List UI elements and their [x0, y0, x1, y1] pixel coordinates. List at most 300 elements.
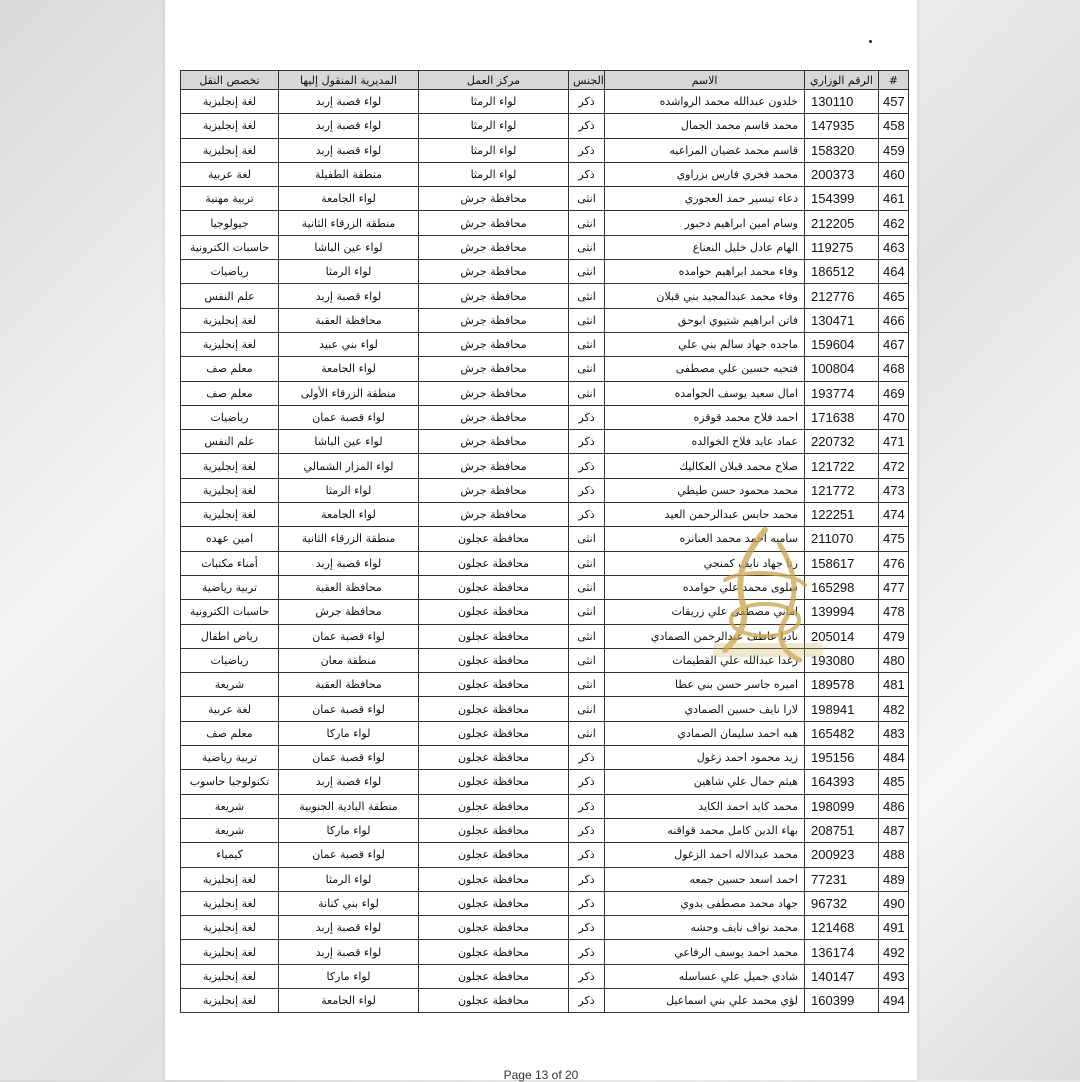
cell-index: 467 — [879, 332, 909, 356]
cell-index: 491 — [879, 916, 909, 940]
cell-directorate: محافظة العقبة — [279, 308, 419, 332]
cell-directorate: لواء المزار الشمالي — [279, 454, 419, 478]
cell-directorate: منطقة البادية الجنوبية — [279, 794, 419, 818]
cell-ministerial-id: 165482 — [805, 721, 879, 745]
cell-gender: ذكر — [569, 770, 605, 794]
cell-ministerial-id: 193080 — [805, 648, 879, 672]
cell-spec: معلم صف — [181, 721, 279, 745]
table-row — [181, 624, 909, 648]
cell-gender: انثى — [569, 527, 605, 551]
cell-work-center: محافظة عجلون — [419, 673, 569, 697]
cell-directorate: لواء الجامعة — [279, 988, 419, 1012]
cell-work-center: لواء الرمثا — [419, 90, 569, 114]
cell-spec: لغة إنجليزية — [181, 454, 279, 478]
cell-spec: علم النفس — [181, 430, 279, 454]
cell-directorate: لواء ماركا — [279, 964, 419, 988]
cell-directorate: لواء قصبة إربد — [279, 940, 419, 964]
cell-work-center: محافظة عجلون — [419, 746, 569, 770]
table-row — [181, 843, 909, 867]
cell-name: فتحيه حسين علي مصطفى — [605, 357, 805, 381]
cell-index: 462 — [879, 211, 909, 235]
cell-directorate: لواء الرمثا — [279, 478, 419, 502]
table-row — [181, 673, 909, 697]
cell-directorate: لواء الرمثا — [279, 260, 419, 284]
cell-ministerial-id: 140147 — [805, 964, 879, 988]
cell-directorate: لواء قصبة عمان — [279, 624, 419, 648]
cell-ministerial-id: 211070 — [805, 527, 879, 551]
table-row — [181, 988, 909, 1012]
cell-name: دعاء تيسير حمد العجوري — [605, 187, 805, 211]
cell-gender: انثى — [569, 357, 605, 381]
cell-work-center: محافظة عجلون — [419, 697, 569, 721]
table-row — [181, 381, 909, 405]
table-row — [181, 162, 909, 186]
cell-directorate: منطقة الزرقاء الأولى — [279, 381, 419, 405]
table-row — [181, 818, 909, 842]
cell-index: 482 — [879, 697, 909, 721]
cell-index: 483 — [879, 721, 909, 745]
cell-work-center: محافظة جرش — [419, 381, 569, 405]
cell-spec: رياضيات — [181, 405, 279, 429]
cell-directorate: لواء قصبة إربد — [279, 138, 419, 162]
cell-spec: لغة إنجليزية — [181, 332, 279, 356]
cell-directorate: منطقة الطفيلة — [279, 162, 419, 186]
cell-gender: ذكر — [569, 114, 605, 138]
cell-work-center: لواء الرمثا — [419, 162, 569, 186]
cell-ministerial-id: 77231 — [805, 867, 879, 891]
cell-gender: ذكر — [569, 162, 605, 186]
cell-ministerial-id: 130471 — [805, 308, 879, 332]
cell-ministerial-id: 130110 — [805, 90, 879, 114]
cell-index: 465 — [879, 284, 909, 308]
cell-gender: ذكر — [569, 138, 605, 162]
cell-work-center: محافظة عجلون — [419, 794, 569, 818]
cell-name: زيد محمود احمد زغول — [605, 746, 805, 770]
cell-name: اماني مصطفى علي زريقات — [605, 600, 805, 624]
cell-index: 493 — [879, 964, 909, 988]
cell-ministerial-id: 198941 — [805, 697, 879, 721]
cell-work-center: محافظة جرش — [419, 235, 569, 259]
cell-index: 494 — [879, 988, 909, 1012]
cell-gender: ذكر — [569, 430, 605, 454]
cell-work-center: محافظة عجلون — [419, 770, 569, 794]
cell-gender: انثى — [569, 673, 605, 697]
cell-spec: لغة إنجليزية — [181, 940, 279, 964]
table-row — [181, 114, 909, 138]
cell-spec: معلم صف — [181, 381, 279, 405]
table-row — [181, 794, 909, 818]
page-footer: Page 13 of 20 — [503, 1068, 579, 1082]
cell-name: محمد قاسم محمد الجمال — [605, 114, 805, 138]
cell-work-center: محافظة جرش — [419, 260, 569, 284]
table-row — [181, 867, 909, 891]
table-row — [181, 260, 909, 284]
cell-gender: ذكر — [569, 478, 605, 502]
table-row — [181, 551, 909, 575]
cell-work-center: محافظة عجلون — [419, 940, 569, 964]
cell-index: 463 — [879, 235, 909, 259]
cell-name: وفاء محمد عبدالمجيد بني قبلان — [605, 284, 805, 308]
cell-directorate: لواء الجامعة — [279, 357, 419, 381]
cell-index: 484 — [879, 746, 909, 770]
cell-spec: لغة إنجليزية — [181, 138, 279, 162]
table-row — [181, 575, 909, 599]
cell-work-center: محافظة جرش — [419, 503, 569, 527]
cell-index: 466 — [879, 308, 909, 332]
cell-work-center: محافظة عجلون — [419, 624, 569, 648]
cell-ministerial-id: 189578 — [805, 673, 879, 697]
cell-ministerial-id: 96732 — [805, 891, 879, 915]
table-row — [181, 357, 909, 381]
header-ministerial-id: الرقم الوزاري — [805, 71, 879, 90]
cell-spec: شريعة — [181, 794, 279, 818]
cell-spec: لغة إنجليزية — [181, 503, 279, 527]
cell-ministerial-id: 121468 — [805, 916, 879, 940]
cell-gender: انثى — [569, 697, 605, 721]
cell-gender: ذكر — [569, 891, 605, 915]
cell-gender: انثى — [569, 308, 605, 332]
cell-gender: انثى — [569, 721, 605, 745]
table-row — [181, 284, 909, 308]
cell-spec: شريعة — [181, 818, 279, 842]
cell-gender: ذكر — [569, 454, 605, 478]
cell-index: 459 — [879, 138, 909, 162]
cell-directorate: لواء قصبة إربد — [279, 551, 419, 575]
cell-name: محمد حابس عبدالرحمن العيد — [605, 503, 805, 527]
cell-name: لؤي محمد علي بني اسماعيل — [605, 988, 805, 1012]
cell-spec: حاسبات الكترونية — [181, 235, 279, 259]
cell-work-center: محافظة جرش — [419, 454, 569, 478]
header-index: # — [879, 71, 909, 90]
cell-work-center: محافظة عجلون — [419, 891, 569, 915]
cell-spec: لغة عربية — [181, 697, 279, 721]
cell-name: شادي جميل علي عساسله — [605, 964, 805, 988]
cell-index: 457 — [879, 90, 909, 114]
cell-spec: تكنولوجيا حاسوب — [181, 770, 279, 794]
cell-name: عماد عايد فلاح الخوالده — [605, 430, 805, 454]
table-row — [181, 697, 909, 721]
cell-name: محمد نواف نايف وحشه — [605, 916, 805, 940]
cell-ministerial-id: 212205 — [805, 211, 879, 235]
cell-index: 485 — [879, 770, 909, 794]
cell-work-center: محافظة عجلون — [419, 988, 569, 1012]
cell-directorate: منطقة الزرقاء الثانية — [279, 527, 419, 551]
header-name: الاسم — [605, 71, 805, 90]
cell-work-center: لواء الرمثا — [419, 114, 569, 138]
cell-spec: تربية رياضية — [181, 746, 279, 770]
cell-ministerial-id: 164393 — [805, 770, 879, 794]
cell-ministerial-id: 160399 — [805, 988, 879, 1012]
cell-ministerial-id: 154399 — [805, 187, 879, 211]
table-row — [181, 600, 909, 624]
table-row — [181, 527, 909, 551]
cell-index: 477 — [879, 575, 909, 599]
cell-spec: رياضيات — [181, 648, 279, 672]
cell-index: 472 — [879, 454, 909, 478]
cell-directorate: لواء بني عبيد — [279, 332, 419, 356]
cell-index: 479 — [879, 624, 909, 648]
cell-work-center: محافظة عجلون — [419, 527, 569, 551]
cell-ministerial-id: 200923 — [805, 843, 879, 867]
cell-index: 475 — [879, 527, 909, 551]
cell-spec: علم النفس — [181, 284, 279, 308]
cell-name: فاتن ابراهيم شتيوي ابوحق — [605, 308, 805, 332]
cell-gender: ذكر — [569, 90, 605, 114]
cell-spec: جيولوجيا — [181, 211, 279, 235]
table-row — [181, 648, 909, 672]
cell-index: 468 — [879, 357, 909, 381]
cell-gender: انثى — [569, 187, 605, 211]
table-row — [181, 916, 909, 940]
cell-ministerial-id: 186512 — [805, 260, 879, 284]
cell-gender: انثى — [569, 260, 605, 284]
cell-work-center: محافظة عجلون — [419, 818, 569, 842]
cell-name: قاسم محمد غضيان المراعيه — [605, 138, 805, 162]
cell-index: 469 — [879, 381, 909, 405]
cell-index: 488 — [879, 843, 909, 867]
table-row — [181, 430, 909, 454]
cell-work-center: محافظة جرش — [419, 187, 569, 211]
cell-name: محمد محمود حسن طيطي — [605, 478, 805, 502]
cell-gender: ذكر — [569, 818, 605, 842]
cell-directorate: محافظة جرش — [279, 600, 419, 624]
cell-name: ماجده جهاد سالم بني علي — [605, 332, 805, 356]
cell-spec: كيمياء — [181, 843, 279, 867]
cell-directorate: محافظة العقبة — [279, 673, 419, 697]
cell-name: رغدا عبدالله علي القطيمات — [605, 648, 805, 672]
cell-ministerial-id: 158320 — [805, 138, 879, 162]
cell-work-center: محافظة عجلون — [419, 721, 569, 745]
cell-gender: انثى — [569, 235, 605, 259]
cell-index: 481 — [879, 673, 909, 697]
header-gender: الجنس — [569, 71, 605, 90]
table-row — [181, 503, 909, 527]
cell-directorate: محافظة العقبة — [279, 575, 419, 599]
cell-spec: شريعة — [181, 673, 279, 697]
cell-spec: لغة إنجليزية — [181, 867, 279, 891]
document-page — [165, 0, 917, 1080]
cell-directorate: لواء قصبة عمان — [279, 697, 419, 721]
cell-directorate: لواء قصبة إربد — [279, 90, 419, 114]
cell-work-center: محافظة جرش — [419, 284, 569, 308]
table-header-row — [181, 71, 909, 90]
cell-name: ساميه احمد محمد العنانزه — [605, 527, 805, 551]
cell-gender: انثى — [569, 575, 605, 599]
cell-directorate: لواء قصبة إربد — [279, 770, 419, 794]
cell-name: صلاح محمد قبلان العكاليك — [605, 454, 805, 478]
cell-index: 470 — [879, 405, 909, 429]
cell-index: 490 — [879, 891, 909, 915]
cell-spec: لغة إنجليزية — [181, 891, 279, 915]
cell-index: 487 — [879, 818, 909, 842]
cell-work-center: محافظة عجلون — [419, 867, 569, 891]
cell-work-center: محافظة عجلون — [419, 575, 569, 599]
cell-name: بهاء الدين كامل محمد قواقنه — [605, 818, 805, 842]
cell-work-center: محافظة عجلون — [419, 648, 569, 672]
cell-work-center: محافظة جرش — [419, 357, 569, 381]
cell-gender: انثى — [569, 332, 605, 356]
cell-index: 480 — [879, 648, 909, 672]
cell-directorate: لواء الجامعة — [279, 187, 419, 211]
cell-spec: لغة إنجليزية — [181, 988, 279, 1012]
cell-ministerial-id: 208751 — [805, 818, 879, 842]
cell-index: 460 — [879, 162, 909, 186]
cell-gender: ذكر — [569, 794, 605, 818]
cell-work-center: محافظة جرش — [419, 478, 569, 502]
cell-name: جهاد محمد مصطفى بدوي — [605, 891, 805, 915]
table-row — [181, 940, 909, 964]
cell-name: ناديا عاطف عبدالرحمن الصمادي — [605, 624, 805, 648]
cell-index: 464 — [879, 260, 909, 284]
cell-index: 473 — [879, 478, 909, 502]
cell-directorate: لواء عين الباشا — [279, 430, 419, 454]
cell-spec: لغة عربية — [181, 162, 279, 186]
cell-spec: لغة إنجليزية — [181, 114, 279, 138]
cell-ministerial-id: 136174 — [805, 940, 879, 964]
header-spec: تخصص النقل — [181, 71, 279, 90]
cell-directorate: لواء الجامعة — [279, 503, 419, 527]
table-row — [181, 235, 909, 259]
table-row — [181, 308, 909, 332]
cell-work-center: محافظة جرش — [419, 430, 569, 454]
cell-name: هيثم جمال علي شاهين — [605, 770, 805, 794]
cell-gender: انثى — [569, 600, 605, 624]
page-mark — [869, 40, 872, 43]
cell-gender: انثى — [569, 284, 605, 308]
cell-directorate: لواء قصبة عمان — [279, 843, 419, 867]
cell-ministerial-id: 195156 — [805, 746, 879, 770]
cell-work-center: محافظة عجلون — [419, 916, 569, 940]
cell-gender: ذكر — [569, 843, 605, 867]
cell-directorate: منطقة الزرقاء الثانية — [279, 211, 419, 235]
cell-gender: ذكر — [569, 746, 605, 770]
cell-index: 489 — [879, 867, 909, 891]
cell-name: وسام امين ابراهيم دحبور — [605, 211, 805, 235]
cell-work-center: محافظة عجلون — [419, 843, 569, 867]
cell-name: احمد اسعد حسين جمعه — [605, 867, 805, 891]
cell-ministerial-id: 159604 — [805, 332, 879, 356]
cell-gender: انثى — [569, 551, 605, 575]
cell-work-center: محافظة جرش — [419, 211, 569, 235]
table-row — [181, 478, 909, 502]
cell-spec: أمناء مكتبات — [181, 551, 279, 575]
cell-ministerial-id: 121772 — [805, 478, 879, 502]
cell-gender: ذكر — [569, 916, 605, 940]
cell-directorate: لواء ماركا — [279, 721, 419, 745]
cell-gender: ذكر — [569, 405, 605, 429]
cell-ministerial-id: 158617 — [805, 551, 879, 575]
cell-directorate: لواء قصبة إربد — [279, 284, 419, 308]
cell-work-center: لواء الرمثا — [419, 138, 569, 162]
cell-spec: لغة إنجليزية — [181, 964, 279, 988]
cell-index: 486 — [879, 794, 909, 818]
cell-gender: ذكر — [569, 940, 605, 964]
cell-spec: لغة إنجليزية — [181, 478, 279, 502]
cell-directorate: لواء عين الباشا — [279, 235, 419, 259]
cell-name: الهام عادل خليل النعناع — [605, 235, 805, 259]
table-row — [181, 454, 909, 478]
table-row — [181, 211, 909, 235]
cell-work-center: محافظة جرش — [419, 332, 569, 356]
cell-index: 471 — [879, 430, 909, 454]
cell-name: لارا نايف حسين الصمادي — [605, 697, 805, 721]
cell-directorate: لواء بني كنانة — [279, 891, 419, 915]
cell-spec: امين عهده — [181, 527, 279, 551]
cell-ministerial-id: 212776 — [805, 284, 879, 308]
cell-directorate: لواء قصبة إربد — [279, 916, 419, 940]
cell-work-center: محافظة جرش — [419, 308, 569, 332]
table-row — [181, 187, 909, 211]
cell-work-center: محافظة عجلون — [419, 964, 569, 988]
cell-gender: ذكر — [569, 867, 605, 891]
cell-gender: ذكر — [569, 988, 605, 1012]
table-row — [181, 964, 909, 988]
cell-directorate: لواء الرمثا — [279, 867, 419, 891]
cell-spec: رياض اطفال — [181, 624, 279, 648]
cell-directorate: لواء قصبة عمان — [279, 405, 419, 429]
cell-spec: تربية مهنية — [181, 187, 279, 211]
cell-name: خلدون عبدالله محمد الرواشده — [605, 90, 805, 114]
cell-gender: انثى — [569, 211, 605, 235]
cell-gender: ذكر — [569, 964, 605, 988]
cell-ministerial-id: 122251 — [805, 503, 879, 527]
cell-ministerial-id: 193774 — [805, 381, 879, 405]
cell-spec: لغة إنجليزية — [181, 916, 279, 940]
cell-gender: انثى — [569, 381, 605, 405]
table-row — [181, 90, 909, 114]
transfer-table — [180, 70, 909, 1013]
cell-ministerial-id: 165298 — [805, 575, 879, 599]
header-work-center: مركز العمل — [419, 71, 569, 90]
cell-directorate: لواء قصبة عمان — [279, 746, 419, 770]
cell-spec: حاسبات الكترونية — [181, 600, 279, 624]
cell-name: محمد احمد يوسف الرفاعي — [605, 940, 805, 964]
cell-ministerial-id: 121722 — [805, 454, 879, 478]
cell-name: رنا جهاد نايف كمنجي — [605, 551, 805, 575]
table-row — [181, 746, 909, 770]
cell-name: محمد فخري فارس بزراوي — [605, 162, 805, 186]
cell-directorate: منطقة معان — [279, 648, 419, 672]
cell-ministerial-id: 171638 — [805, 405, 879, 429]
cell-index: 478 — [879, 600, 909, 624]
cell-ministerial-id: 100804 — [805, 357, 879, 381]
cell-index: 461 — [879, 187, 909, 211]
table-row — [181, 405, 909, 429]
cell-name: محمد كايد احمد الكايد — [605, 794, 805, 818]
cell-ministerial-id: 198099 — [805, 794, 879, 818]
cell-gender: ذكر — [569, 503, 605, 527]
cell-ministerial-id: 147935 — [805, 114, 879, 138]
cell-ministerial-id: 119275 — [805, 235, 879, 259]
cell-gender: انثى — [569, 648, 605, 672]
cell-spec: تربية رياضية — [181, 575, 279, 599]
cell-ministerial-id: 139994 — [805, 600, 879, 624]
cell-ministerial-id: 205014 — [805, 624, 879, 648]
cell-spec: رياضيات — [181, 260, 279, 284]
table-row — [181, 138, 909, 162]
cell-index: 458 — [879, 114, 909, 138]
cell-spec: لغة إنجليزية — [181, 90, 279, 114]
cell-ministerial-id: 220732 — [805, 430, 879, 454]
cell-name: احمد فلاح محمد قوقزه — [605, 405, 805, 429]
table-row — [181, 770, 909, 794]
cell-name: سلوى محمد علي حوامده — [605, 575, 805, 599]
cell-name: اميره جاسر حسن بني عطا — [605, 673, 805, 697]
cell-index: 474 — [879, 503, 909, 527]
cell-spec: معلم صف — [181, 357, 279, 381]
cell-work-center: محافظة عجلون — [419, 551, 569, 575]
cell-spec: لغة إنجليزية — [181, 308, 279, 332]
